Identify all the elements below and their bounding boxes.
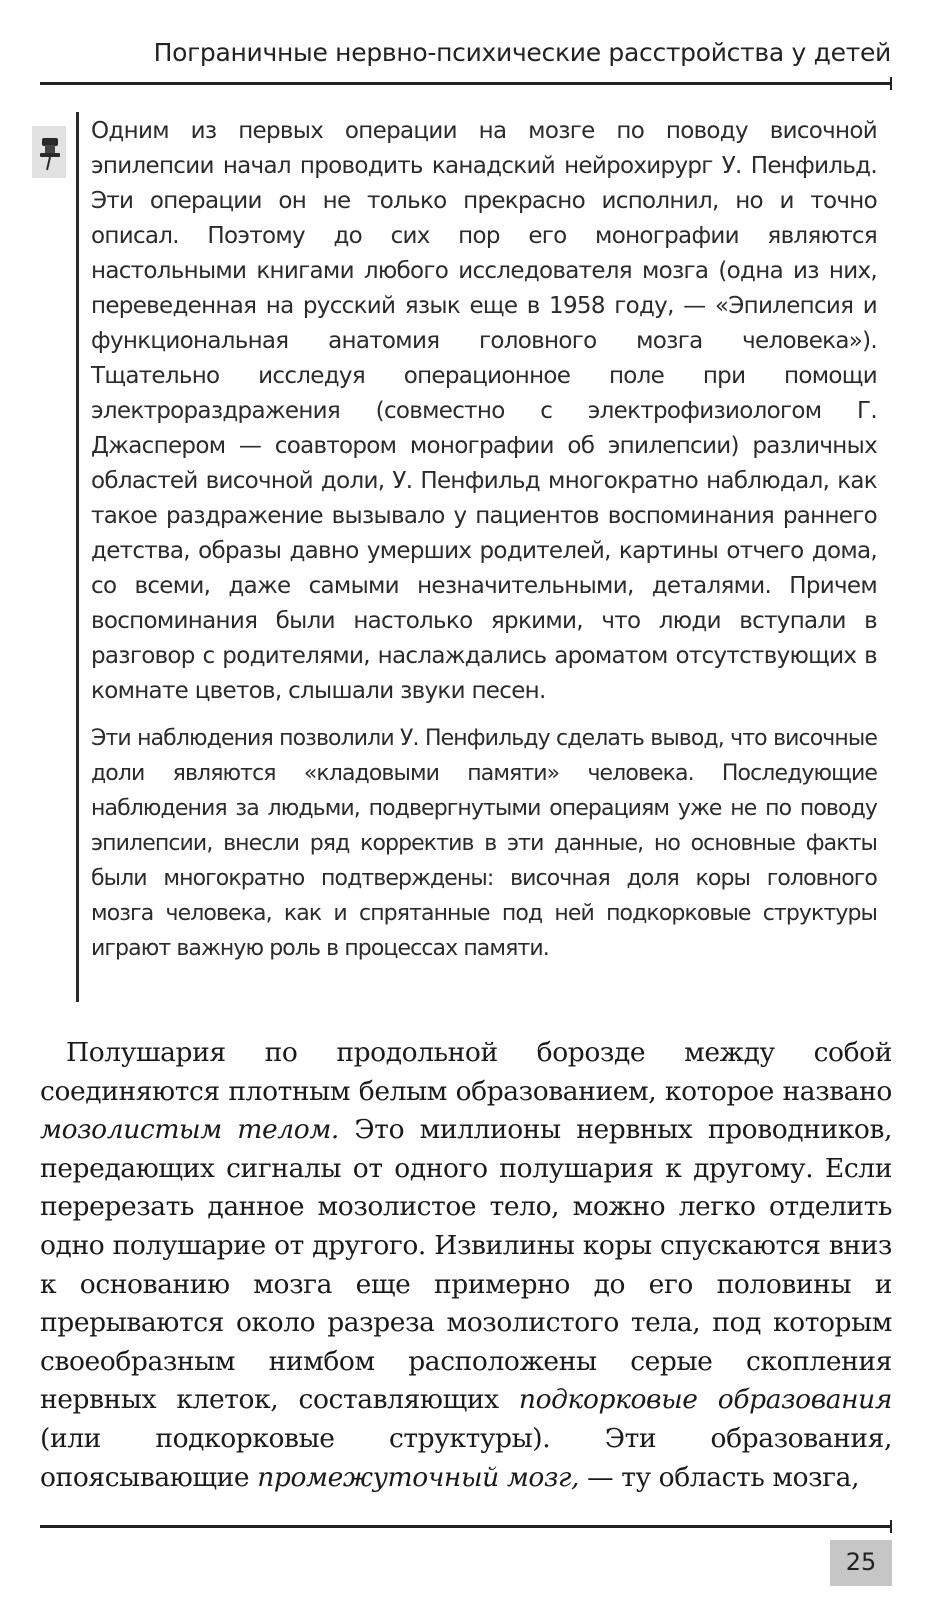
sidebar-box [91,114,877,966]
term-mozolistoe-telo: мозолистым телом. [40,1114,339,1146]
sidebar-rule [76,112,79,1002]
body-text [40,1034,892,1497]
footer-rule [40,1525,892,1528]
sidebar-paragraph: Эти наблюдения позволили У. Пенфильду сделать вывод, что височные доли являются «кладовыми памяти» человека. Последующие наблюдения за людьми, подвергнутыми операциям уже не по поводу эпилепсии, внесли ряд корректив в эти данные, но основные факты были многократно подтверждены: височная доля коры головного мозга человека, как и спрятанные под ней подкорковые структуры играют важную роль в процессах памяти. [91,726,877,961]
term-promezhutochny: промежуточный мозг, [257,1461,580,1493]
text-segment: — ту область мозга, [579,1461,860,1493]
sidebar-paragraph: Одним из первых операции на мозге по поводу височной эпилепсии начал проводить канадский нейрохирург У. Пенфильд. Эти операции он не только прекрасно исполнил, но и точно описал. Поэтому до сих пор его монографии являются настольными книгами любого исследователя мозга (одна из них, переведенная на русский язык еще в 1958 году, — «Эпилепсия и функциональная анатомия головного мозга человека»). Тщательно исследуя операционное поле при помощи электрораздражения (совместно с электрофизиологом Г. Джаспером — соавтором монографии об эпилепсии) различных областей височной доли, У. Пенфильд многократно наблюдал, как такое раздражение вызывало у пациентов воспоминания раннего детства, образы давно умерших родителей, картины отчего дома, со всеми, даже самыми незначительными, деталями. Причем воспоминания были настолько яркими, что люди вступали в разговор с родителями, наслаждались ароматом отсутствующих в комнате цветов, слышали звуки песен. [91,118,877,704]
term-podkorkovye: подкорковые образования [518,1384,892,1416]
page-number-box [830,1540,892,1586]
pushpin-icon [32,126,66,178]
page-number: 25 [845,1548,877,1576]
text-segment: (или подкорковые структуры). Эти образования, опоясывающие [40,1422,892,1493]
header-rule [40,82,892,85]
running-title: Пограничные нервно-психические расстройства у детей [153,38,891,67]
text-segment: Полушария по продольной борозде между собой соединяются плотным белым образованием, которое названо [40,1037,892,1107]
text-segment: Это миллионы нервных проводников, передающих сигналы от одного полушария к другому. Если перерезать данное мозолистое тело, можно легко отделить одно полушарие от другого. Извилины коры спускаются вниз к основанию мозга еще примерно до его половины и прерываются около разреза мозолистого тела, под которым своеобразным нимбом расположены серые скопления нервных клеток, составляющих [40,1114,892,1416]
body-paragraph [40,1034,892,1497]
